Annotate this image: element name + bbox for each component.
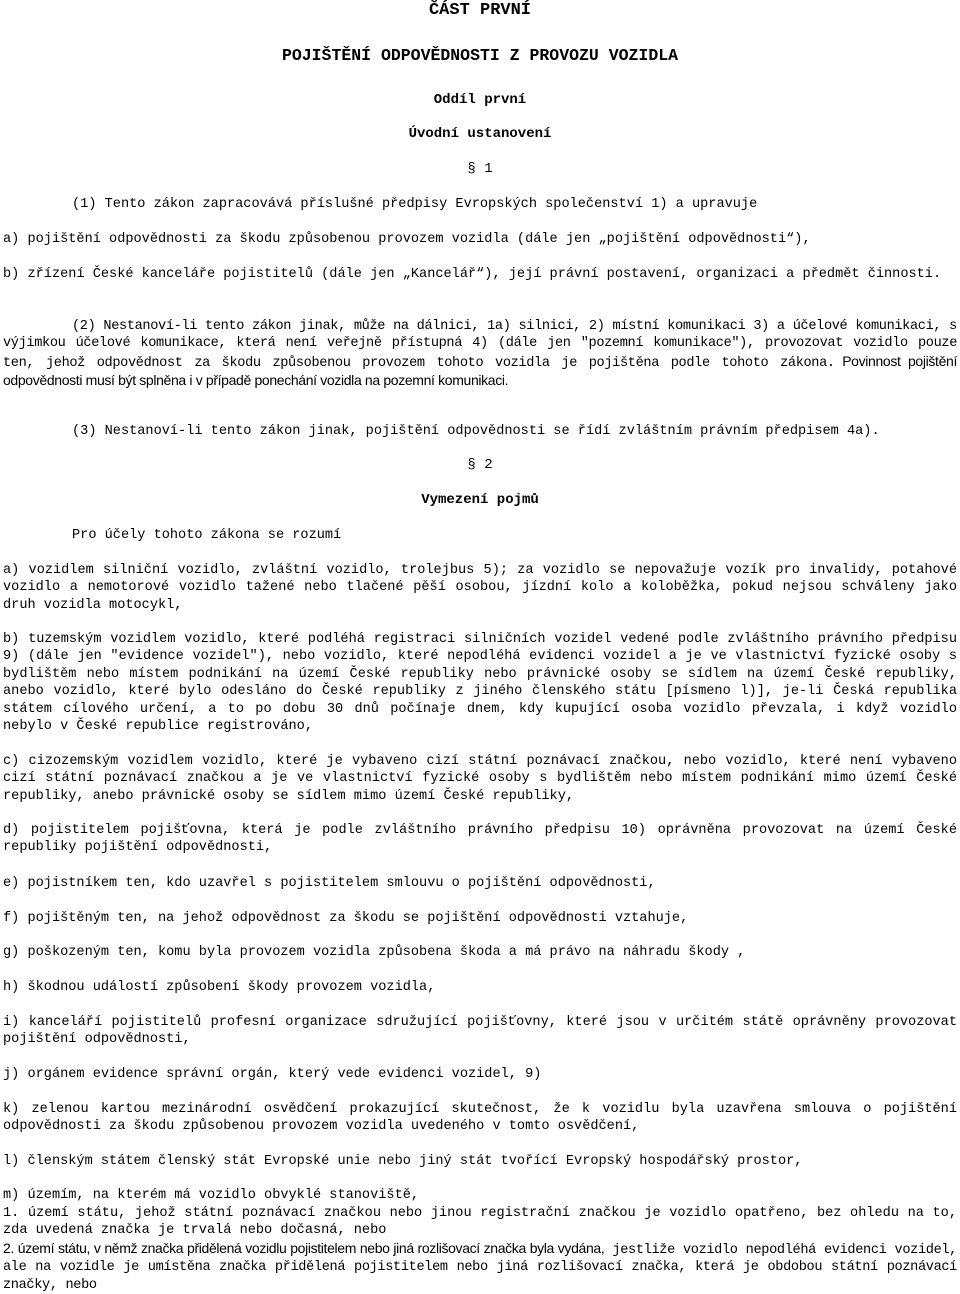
- definition-k: k) zelenou kartou mezinárodní osvědčení prokazující skutečnost, že k vozidlu byla uzavřena smlouva o pojištění odpovědnosti za škodu způsobenou provozem vozidla uvedeného v tomto osvědčení,: [3, 1102, 957, 1135]
- definition-a: a) vozidlem silniční vozidlo, zvláštní vozidlo, trolejbus 5); za vozidlo se nepovažuje vozík pro invalidy, potahové vozidlo a nemotorové vozidlo tažené nebo tlačené pěší osobou, jízdní kolo a koloběžka, pokud nejsou schváleny jako druh vozidla motocykl,: [3, 563, 957, 613]
- definition-f: f) pojištěným ten, na jehož odpovědnost za škodu se pojištění odpovědnosti vztahuje,: [3, 911, 689, 926]
- definition-m-point-1: 1. území státu, jehož státní poznávací značkou nebo jinou registrační značkou je vozidlo opatřeno, bez ohledu na to, zda uvedená značka je trvalá nebo dočasná, nebo: [3, 1206, 957, 1239]
- definition-d: d) pojistitelem pojišťovna, která je podle zvláštního právního předpisu 10) oprávněna provozovat na území České republiky pojištění odpovědnosti,: [3, 823, 957, 856]
- paragraph-2-sign: § 2: [467, 457, 493, 473]
- definition-h: h) škodnou událostí způsobení škody provozem vozidla,: [3, 980, 436, 995]
- subsection-2-obligation: Povinnost pojištění odpovědnosti musí být splněna i v případě ponechání vozidla na pozemní komunikaci.: [3, 352, 957, 389]
- paragraph-1-item-a: a) pojištění odpovědnosti za škodu způsobenou provozem vozidla (dále jen „pojištění odpovědnosti“),: [3, 232, 811, 247]
- definition-m-point-2-continuation: jestliže vozidlo nepodléhá evidenci vozidel, ale na vozidle je umístěna značka přidělená pojistitelem nebo jiná rozlišovací značka, která je obdobou státní poznávací značky, nebo: [3, 1243, 957, 1293]
- definition-m-point-2-text: 2. území státu, v němž značka přidělená vozidlu pojistitelem nebo jiná rozlišovací značka byla vydána,: [3, 1240, 605, 1256]
- definition-i: i) kanceláří pojistitelů profesní organizace sdružující pojišťovny, které jsou v určitém státě oprávněny provozovat pojištění odpovědnosti,: [3, 1015, 957, 1048]
- paragraph-2-intro: Pro účely tohoto zákona se rozumí: [72, 528, 342, 543]
- document-title: POJIŠTĚNÍ ODPOVĚDNOSTI Z PROVOZU VOZIDLA: [281, 46, 679, 65]
- definition-l: l) členským státem členský stát Evropské unie nebo jiný stát tvořící Evropský hospodářský prostor,: [3, 1154, 803, 1169]
- definition-m: m) územím, na kterém má vozidlo obvyklé stanoviště,: [3, 1188, 420, 1203]
- paragraph-2-heading: Vymezení pojmů: [421, 492, 539, 508]
- section-subheading: Úvodní ustanovení: [408, 126, 552, 142]
- definition-e: e) pojistníkem ten, kdo uzavřel s pojistitelem smlouvu o pojištění odpovědnosti,: [3, 876, 656, 891]
- subsection-2-text: (2) Nestanoví-li tento zákon jinak, může na dálnici, 1a) silnici, 2) místní komunikaci 3) a účelové komunikaci, s výjimkou účelové komunikace, která není veřejně přístupná 4) (dále jen "pozemní komunikace"), provozovat vozidlo pouze ten, jehož odpovědnost za škodu způsobenou provozem tohoto vozidla je pojištěna podle tohoto zákona.: [3, 319, 957, 371]
- section-heading: Oddíl první: [433, 92, 527, 108]
- paragraph-1-sign: § 1: [467, 161, 493, 177]
- definition-m-point-2: [3, 1240, 957, 1294]
- definition-j: j) orgánem evidence správní orgán, který vede evidenci vozidel, 9): [3, 1067, 542, 1082]
- definition-b: b) tuzemským vozidlem vozidlo, které podléhá registraci silničních vozidel vedené podle zvláštního právního předpisu 9) (dále jen "evidence vozidel"), nebo vozidlo, které nepodléhá evidenci vozidel a je ve vlastnictví fyzické osoby s bydlištěm nebo místem podnikání na území České republiky nebo právnické osoby se sídlem na území České republiky, anebo vozidlo, které bylo odesláno do České republiky z jiného členského státu [písmeno l)], je-li Česká republika státem cílového určení, a to po dobu 30 dnů počínaje dnem, kdy kupující osoba vozidlo převzala, i když vozidlo nebylo v České republice registrováno,: [3, 632, 957, 735]
- part-heading: ČÁST PRVNÍ: [428, 1, 532, 20]
- definition-c: c) cizozemským vozidlem vozidlo, které je vybaveno cizí státní poznávací značkou, nebo vozidlo, které není vybaveno cizí státní poznávací značkou a je ve vlastnictví fyzické osoby s bydlištěm nebo místem podnikání mimo území České republiky, anebo právnické osoby se sídlem mimo území České republiky,: [3, 754, 957, 804]
- paragraph-1-item-b: b) zřízení České kanceláře pojistitelů (dále jen „Kancelář“), její právní postavení, organizaci a předmět činnosti.: [3, 267, 942, 282]
- paragraph-1-subsection-2: [3, 318, 957, 392]
- paragraph-1-subsection-3: (3) Nestanoví-li tento zákon jinak, pojištění odpovědnosti se řídí zvláštním právním předpisem 4a).: [72, 424, 880, 439]
- paragraph-1-intro: (1) Tento zákon zapracovává příslušné předpisy Evropských společenství 1) a upravuje: [72, 197, 758, 212]
- definition-g: g) poškozeným ten, komu byla provozem vozidla způsobena škoda a má právo na náhradu škody ,: [3, 945, 746, 960]
